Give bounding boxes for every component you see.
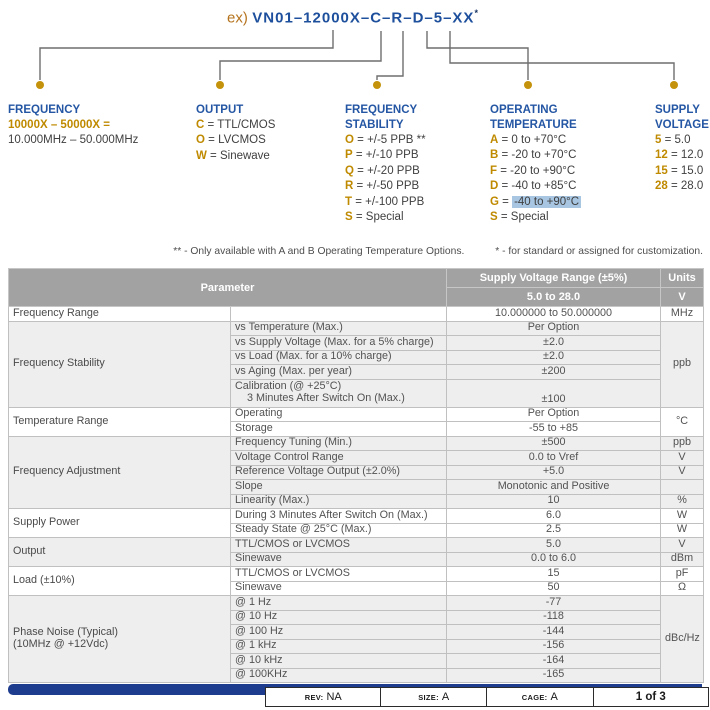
option-S [490, 210, 581, 225]
option-B [490, 148, 581, 163]
column-title-line: FREQUENCY [8, 104, 81, 116]
column-line: 10.000MHz – 50.000MHz [8, 134, 139, 147]
option-12 [655, 148, 709, 163]
value-cell: ±100 [447, 379, 661, 407]
sub-param-cell: vs Aging (Max. per year) [231, 365, 447, 380]
value-cell: +5.0 [447, 465, 661, 480]
option-equals: = [353, 164, 368, 177]
option-code: B [490, 149, 499, 162]
column-title [196, 103, 275, 118]
sub-param-cell [231, 307, 447, 322]
value-cell: ±2.0 [447, 350, 661, 365]
value-cell: -55 to +85 [447, 422, 661, 437]
option-code: R [345, 180, 354, 193]
unit-cell [661, 480, 704, 495]
sub-param-cell: vs Supply Voltage (Max. for a 5% charge) [231, 336, 447, 351]
option-value: -40 to +85°C [511, 180, 577, 193]
table-row [9, 321, 704, 336]
option-W [196, 149, 275, 164]
rev-value: NA [326, 691, 342, 703]
spec-table-body [9, 307, 704, 683]
table-row [9, 509, 704, 524]
option-value: +/-50 PPB [366, 180, 420, 193]
option-code: T [345, 195, 353, 208]
param-cell [9, 307, 231, 322]
option-O [345, 133, 426, 148]
option-value: 28.0 [680, 180, 704, 193]
column-title-line: VOLTAGE [655, 119, 709, 131]
param-cell [9, 538, 231, 567]
column-title-line: STABILITY [345, 119, 404, 131]
value-cell: 10.000000 to 50.000000 [447, 307, 661, 322]
option-A [490, 133, 581, 148]
option-equals: = [353, 134, 368, 146]
sub-param-cell [231, 379, 447, 407]
column-title-line: OPERATING [490, 104, 558, 116]
option-code: Q [345, 164, 354, 177]
option-5 [655, 133, 709, 148]
value-cell: Per Option [447, 407, 661, 422]
param-line: Frequency Adjustment [13, 465, 121, 478]
unit-cell: V [661, 465, 704, 480]
connector-operating-temperature [427, 31, 528, 80]
value-cell: 15 [447, 567, 661, 582]
option-D [490, 179, 581, 194]
sub-param-cell: Sinewave [231, 552, 447, 567]
option-28 [655, 179, 709, 194]
column-title [345, 103, 426, 133]
sub-param-cell: TTL/CMOS or LVCMOS [231, 538, 447, 553]
unit-cell: V [661, 538, 704, 553]
sub-param-cell: @ 1 Hz [231, 596, 447, 611]
option-code: A [490, 134, 499, 146]
spec-table [8, 268, 704, 683]
value-cell: 0.0 to 6.0 [447, 552, 661, 567]
option-equals: = [667, 164, 681, 177]
option-F [490, 164, 581, 179]
option-equals: = [498, 134, 512, 146]
option-T [345, 195, 426, 210]
value-cell: Monotonic and Positive [447, 480, 661, 495]
sub-param-cell: TTL/CMOS or LVCMOS [231, 567, 447, 582]
option-value: 12.0 [680, 149, 704, 162]
unit-cell: Ω [661, 581, 704, 596]
option-value: +/-10 PPB [365, 149, 419, 162]
option-value: +/-100 PPB [365, 195, 425, 208]
table-row [9, 407, 704, 422]
diagram-column-supply-voltage [655, 103, 709, 195]
param-cell [9, 436, 231, 509]
option-equals: = [204, 119, 218, 131]
option-value: 15.0 [680, 164, 704, 177]
diagram-column-operating-temperature [490, 103, 581, 225]
unit-cell: % [661, 494, 704, 509]
option-code: F [490, 164, 498, 177]
sub-param-cell: Voltage Control Range [231, 451, 447, 466]
table-row [9, 596, 704, 611]
value-cell: 0.0 to Vref [447, 451, 661, 466]
sub-param-cell: @ 1 kHz [231, 639, 447, 654]
cage-value: A [550, 691, 558, 703]
option-code: W [196, 149, 207, 162]
option-equals: = [661, 134, 675, 146]
column-title-line: SUPPLY [655, 104, 700, 116]
sub-param-cell: Steady State @ 25°C (Max.) [231, 523, 447, 538]
value-cell: ±500 [447, 436, 661, 451]
diagram-column-frequency-stability [345, 103, 426, 225]
value-cell: 6.0 [447, 509, 661, 524]
unit-cell: dBm [661, 552, 704, 567]
option-R [345, 179, 426, 194]
option-code: C [196, 119, 205, 131]
table-row [9, 567, 704, 582]
footer-size-cell [380, 688, 486, 706]
value-cell: -156 [447, 639, 661, 654]
unit-cell: °C [661, 407, 704, 436]
unit-cell: V [661, 451, 704, 466]
sub-param-cell: @ 100KHz [231, 668, 447, 683]
header-units-value: V [661, 288, 704, 307]
value-cell: 2.5 [447, 523, 661, 538]
sub-param-cell: Slope [231, 480, 447, 495]
header-supply-range-value: 5.0 to 28.0 [447, 288, 661, 307]
option-equals: = [352, 195, 366, 208]
unit-cell: ppb [661, 321, 704, 407]
column-title-line: TEMPERATURE [490, 119, 577, 131]
option-15 [655, 164, 709, 179]
option-equals: = [353, 180, 367, 193]
option-value: -40 to +90°C [514, 195, 580, 208]
sub-param-cell: Storage [231, 422, 447, 437]
option-code: S [490, 211, 498, 224]
column-dot [216, 81, 224, 89]
spec-table-wrap [8, 268, 703, 683]
column-title [8, 103, 138, 118]
param-line: Frequency Range [13, 306, 99, 319]
param-line: Phase Noise (Typical) [13, 626, 119, 639]
sub-param-cell: vs Temperature (Max.) [231, 321, 447, 336]
footnote-asterisk: * - for standard or assigned for customization. [495, 246, 703, 257]
part-number: VN01–12000X–C–R–D–5–XX [252, 9, 475, 27]
sub-param-cell: @ 100 Hz [231, 625, 447, 640]
option-code: O [345, 134, 354, 146]
footer-rev-cell [266, 688, 380, 706]
value-cell: ±2.0 [447, 336, 661, 351]
unit-cell: W [661, 523, 704, 538]
option-code: G [490, 195, 499, 208]
param-cell [9, 567, 231, 596]
connector-frequency [40, 30, 333, 80]
value-cell: 10 [447, 494, 661, 509]
option-O [196, 133, 275, 148]
option-value: +/-20 PPB [367, 164, 420, 177]
diagram-column-output [196, 103, 275, 164]
unit-cell: W [661, 509, 704, 524]
footnote-double-asterisk: ** - Only available with A and B Operating Temperature Options. [173, 246, 465, 257]
sub-param-line: 3 Minutes After Switch On (Max.) [247, 392, 405, 404]
option-equals: = [498, 195, 513, 208]
option-code: 15 [655, 164, 668, 177]
example-prefix: ex) [227, 9, 248, 27]
column-line: 10000X – 50000X = [8, 119, 110, 131]
sub-param-cell: vs Load (Max. for a 10% charge) [231, 350, 447, 365]
page-number: 1 of 3 [635, 691, 666, 703]
option-value: 0 to +70°C [511, 134, 567, 146]
option-equals: = [206, 149, 220, 162]
value-cell: ±200 [447, 365, 661, 380]
column-title [490, 103, 581, 133]
header-supply-voltage-range: Supply Voltage Range (±5%) [447, 269, 661, 288]
unit-cell: ppb [661, 436, 704, 451]
option-value: LVCMOS [218, 134, 266, 147]
value-cell: -164 [447, 654, 661, 669]
option-code: S [345, 211, 353, 224]
option-S [345, 210, 426, 225]
part-number-connector-lines [0, 0, 710, 100]
option-equals: = [497, 211, 511, 224]
sub-param-cell: @ 10 kHz [231, 654, 447, 669]
value-cell: Per Option [447, 321, 661, 336]
param-line: Frequency Stability [13, 357, 105, 370]
option-C [196, 118, 275, 133]
option-equals: = [498, 149, 512, 162]
sub-param-cell: Frequency Tuning (Min.) [231, 436, 447, 451]
value-cell: 5.0 [447, 538, 661, 553]
sub-param-cell: Operating [231, 407, 447, 422]
param-line: (10MHz @ +12Vdc) [13, 638, 109, 650]
column-title [655, 103, 709, 133]
cage-label: CAGE: [521, 692, 548, 702]
rev-label: REV: [304, 692, 324, 702]
sub-param-cell: Linearity (Max.) [231, 494, 447, 509]
footer-page-cell [593, 688, 708, 706]
diagram-column-frequency [8, 103, 138, 149]
option-equals: = [352, 149, 366, 162]
value-cell: -165 [447, 668, 661, 683]
option-equals: = [667, 149, 681, 162]
value-cell: 50 [447, 581, 661, 596]
spec-table-header [9, 269, 704, 307]
option-value: -20 to +90°C [510, 164, 576, 177]
option-code: 12 [655, 149, 668, 162]
sub-param-cell: During 3 Minutes After Switch On (Max.) [231, 509, 447, 524]
table-row [9, 538, 704, 553]
option-equals: = [352, 211, 366, 224]
column-title-line: OUTPUT [196, 104, 244, 116]
option-value: -20 to +70°C [511, 149, 577, 162]
sub-param-cell: Sinewave [231, 581, 447, 596]
sub-param-line: Calibration (@ +25°C) [235, 380, 342, 393]
option-equals: = [204, 134, 219, 147]
column-title-line: FREQUENCY [345, 104, 418, 116]
sub-param-cell: Reference Voltage Output (±2.0%) [231, 465, 447, 480]
connector-output [220, 31, 381, 80]
option-equals: = [498, 180, 512, 193]
size-value: A [441, 691, 450, 703]
param-cell [9, 596, 231, 683]
option-value: TTL/CMOS [217, 119, 276, 131]
option-value: Special [365, 211, 404, 224]
value-cell: -144 [447, 625, 661, 640]
connector-supply-voltage [450, 31, 674, 80]
option-value: Special [510, 211, 549, 224]
option-code: 28 [655, 180, 668, 193]
param-line: Supply Power [13, 516, 80, 529]
option-P [345, 148, 426, 163]
unit-cell: MHz [661, 307, 704, 322]
param-line: Load (±10%) [13, 574, 75, 587]
option-value: 5.0 [674, 134, 691, 146]
option-G [490, 195, 581, 210]
param-cell [9, 509, 231, 538]
option-value: Sinewave [219, 149, 270, 162]
unit-cell: dBc/Hz [661, 596, 704, 683]
sub-param-cell: @ 10 Hz [231, 610, 447, 625]
header-units: Units [661, 269, 704, 288]
value-cell: -77 [447, 596, 661, 611]
param-line: Output [13, 545, 46, 558]
table-row [9, 307, 704, 322]
column-dot [670, 81, 678, 89]
size-label: SIZE: [418, 692, 439, 702]
value-cell: -118 [447, 610, 661, 625]
param-cell [9, 321, 231, 407]
option-value: +/-5 PPB ** [367, 134, 426, 146]
table-row [9, 436, 704, 451]
option-code: 5 [655, 134, 662, 146]
column-dot [373, 81, 381, 89]
option-code: O [196, 134, 205, 147]
option-equals: = [667, 180, 681, 193]
unit-cell: pF [661, 567, 704, 582]
option-code: P [345, 149, 353, 162]
option-Q [345, 164, 426, 179]
part-number-asterisk: * [474, 8, 478, 18]
option-code: D [490, 180, 499, 193]
column-dot [524, 81, 532, 89]
param-line: Temperature Range [13, 414, 109, 427]
footer-title-block [265, 687, 709, 707]
column-dot [36, 81, 44, 89]
option-equals: = [497, 164, 511, 177]
param-cell [9, 407, 231, 436]
footnotes [8, 246, 703, 257]
footer-cage-cell [486, 688, 593, 706]
header-parameter: Parameter [9, 269, 447, 307]
